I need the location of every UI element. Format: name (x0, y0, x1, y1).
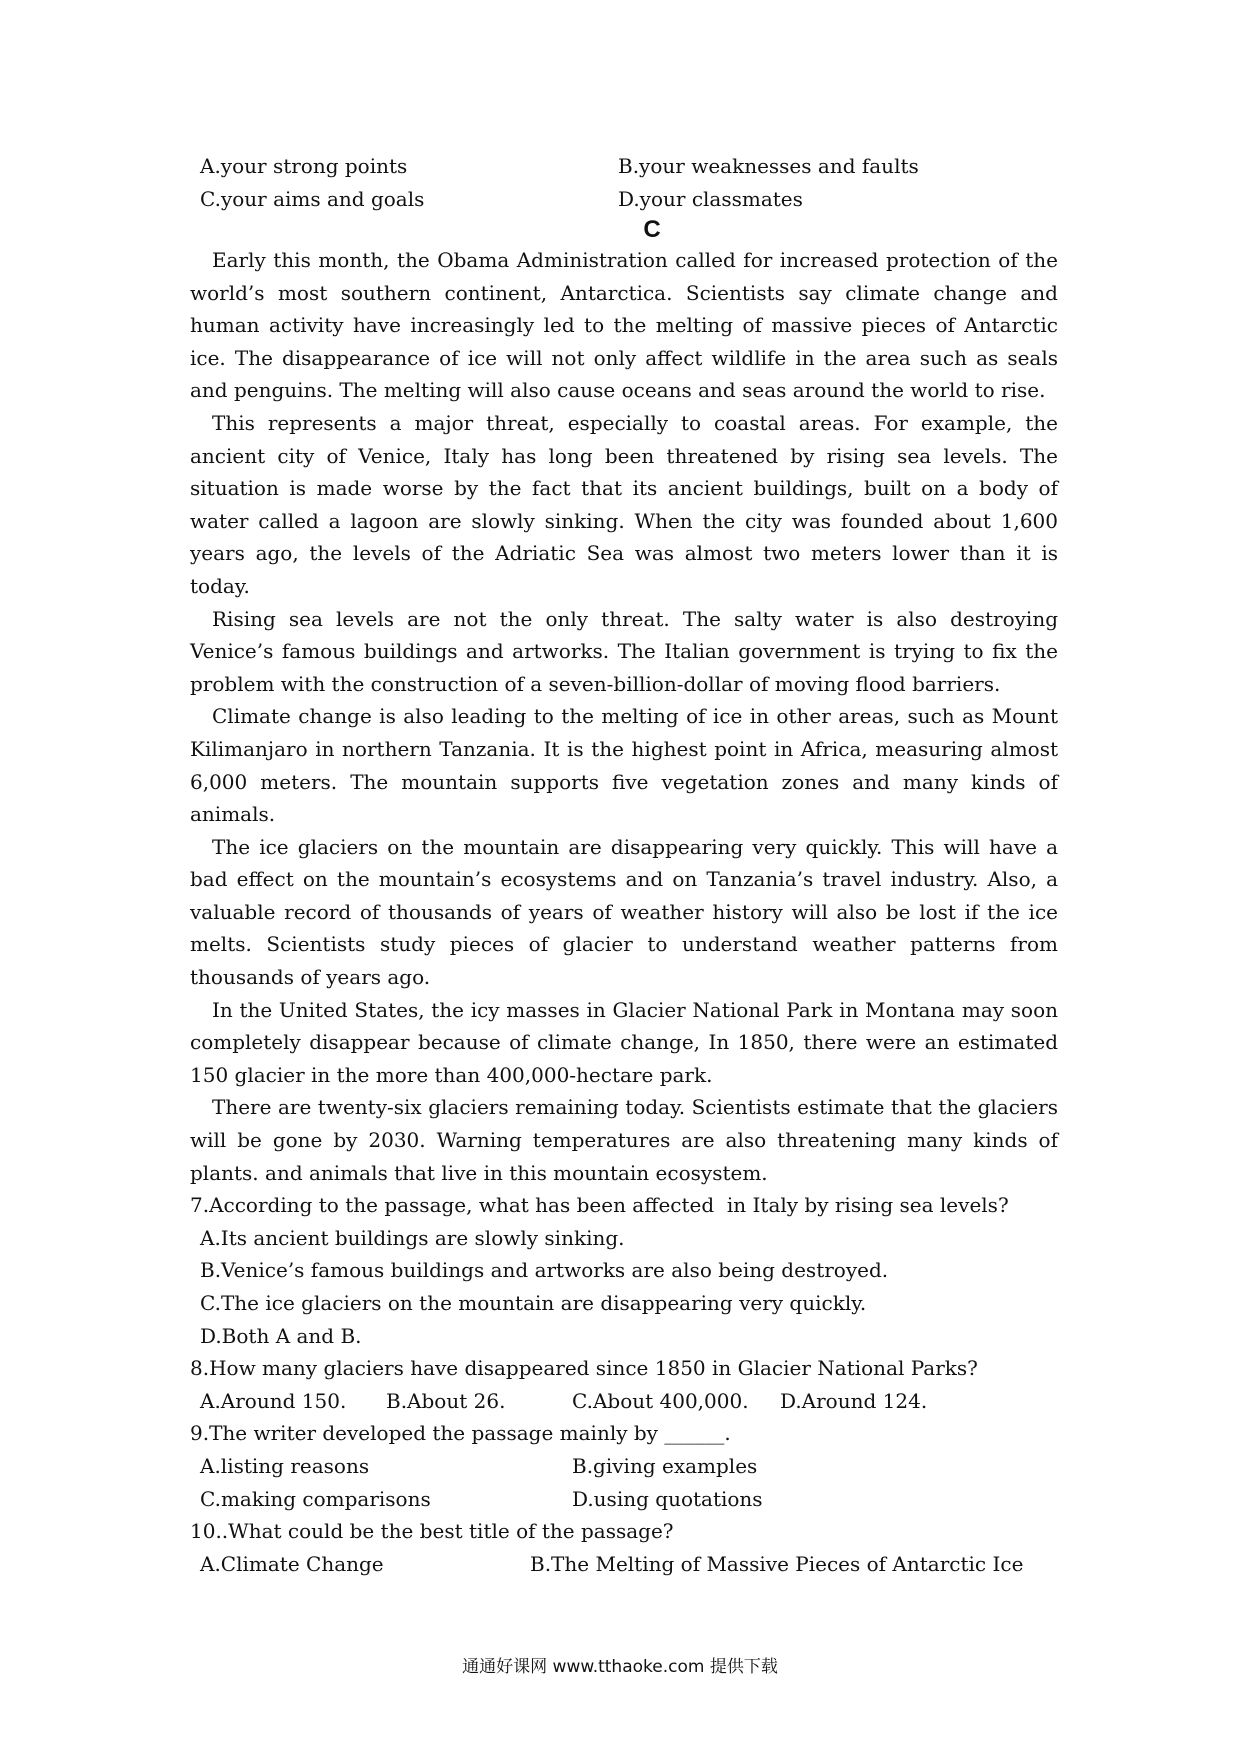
prev-option-d: D.your classmates (618, 187, 803, 211)
question-8-stem: 8.How many glaciers have disappeared since 1850 in Glacier National Parks? (190, 1356, 978, 1381)
passage-paragraph-4: Climate change is also leading to the melting of ice in other areas, such as Mount Kilimanjaro in northern Tanzania. It is the highest point in Africa, measuring almost 6,000 meters. The mountain supports five vegetation zones and many kinds of animals. (190, 704, 1058, 827)
prev-option-c: C.your aims and goals (200, 187, 425, 211)
passage-paragraph-7: There are twenty-six glaciers remaining today. Scientists estimate that the glaciers will be gone by 2030. Warning temperatures are also threatening many kinds of plants. and animals that live in this mountain ecosystem. (190, 1095, 1058, 1185)
section-letter: C (643, 216, 661, 243)
question-8-options (190, 1385, 1058, 1418)
question-7-option-c: C.The ice glaciers on the mountain are disappearing very quickly. (200, 1291, 867, 1315)
passage-paragraph-3: Rising sea levels are not the only threat. The salty water is also destroying Venice’s famous buildings and artworks. The Italian government is trying to fix the problem with the construction of a seven-billion-dollar of moving flood barriers. (190, 606, 1058, 696)
question-10-option-b: B.The Melting of Massive Pieces of Antarctic Ice (530, 1551, 1024, 1576)
passage-paragraph-5: The ice glaciers on the mountain are disappearing very quickly. This will have a bad effect on the mountain’s ecosystems and on Tanzania’s travel industry. Also, a valuable record of thousands of years of weather history will also be lost if the ice melts. Scientists study pieces of glacier to understand weather patterns from thousands of years ago. (190, 834, 1058, 990)
question-8-option-c: C.About 400,000. (572, 1388, 749, 1413)
question-8-option-b: B.About 26. (386, 1388, 506, 1413)
passage-paragraph-1: Early this month, the Obama Administration called for increased protection of the world’s most southern continent, Antarctica. Scientists say climate change and human activity have increasingly led to the melting of massive pieces of Antarctic ice. The disappearance of ice will not only affect wildlife in the area such as seals and penguins. The melting will also cause oceans and seas around the world to rise. (190, 248, 1058, 403)
page-footer: 通通好课网 www.tthaoke.com 提供下载 (462, 1657, 778, 1677)
question-9-option-d: D.using quotations (572, 1486, 763, 1511)
question-10-option-a: A.Climate Change (200, 1551, 384, 1576)
question-9-options-row-2 (190, 1483, 1058, 1516)
question-7-option-a: A.Its ancient buildings are slowly sinking. (200, 1225, 625, 1250)
question-9-option-c: C.making comparisons (200, 1486, 431, 1511)
question-8-option-a: A.Around 150. (200, 1388, 347, 1413)
prev-option-b: B.your weaknesses and faults (618, 154, 919, 178)
question-9-option-a: A.listing reasons (200, 1453, 370, 1478)
prev-options-row-1 (190, 150, 1058, 183)
question-10-stem: 10..What could be the best title of the passage? (190, 1519, 674, 1544)
question-8-option-d: D.Around 124. (780, 1388, 928, 1413)
question-7-stem: 7.According to the passage, what has been affected in Italy by rising sea levels? (190, 1193, 1009, 1218)
question-7-option-d: D.Both A and B. (200, 1323, 362, 1348)
prev-options-row-2 (190, 183, 1058, 216)
text-block (190, 150, 1058, 1580)
question-9-options-row-1 (190, 1450, 1058, 1483)
question-9-stem: 9.The writer developed the passage mainly by ______. (190, 1421, 731, 1446)
prev-option-a: A.your strong points (200, 154, 408, 178)
passage-paragraph-2: This represents a major threat, especially to coastal areas. For example, the ancient city of Venice, Italy has long been threatened by rising sea levels. The situation is made worse by the fact that its ancient buildings, built on a body of water called a lagoon are slowly sinking. When the city was founded about 1,600 years ago, the levels of the Adriatic Sea was almost two meters lower than it is today. (190, 410, 1058, 598)
question-9-option-b: B.giving examples (572, 1453, 758, 1478)
question-7-option-b: B.Venice’s famous buildings and artworks are also being destroyed. (200, 1258, 889, 1283)
question-10-options (190, 1548, 1058, 1581)
passage-paragraph-6: In the United States, the icy masses in Glacier National Park in Montana may soon completely disappear because of climate change, In 1850, there were an estimated 150 glacier in the more than 400,000-hectare park. (190, 997, 1058, 1087)
